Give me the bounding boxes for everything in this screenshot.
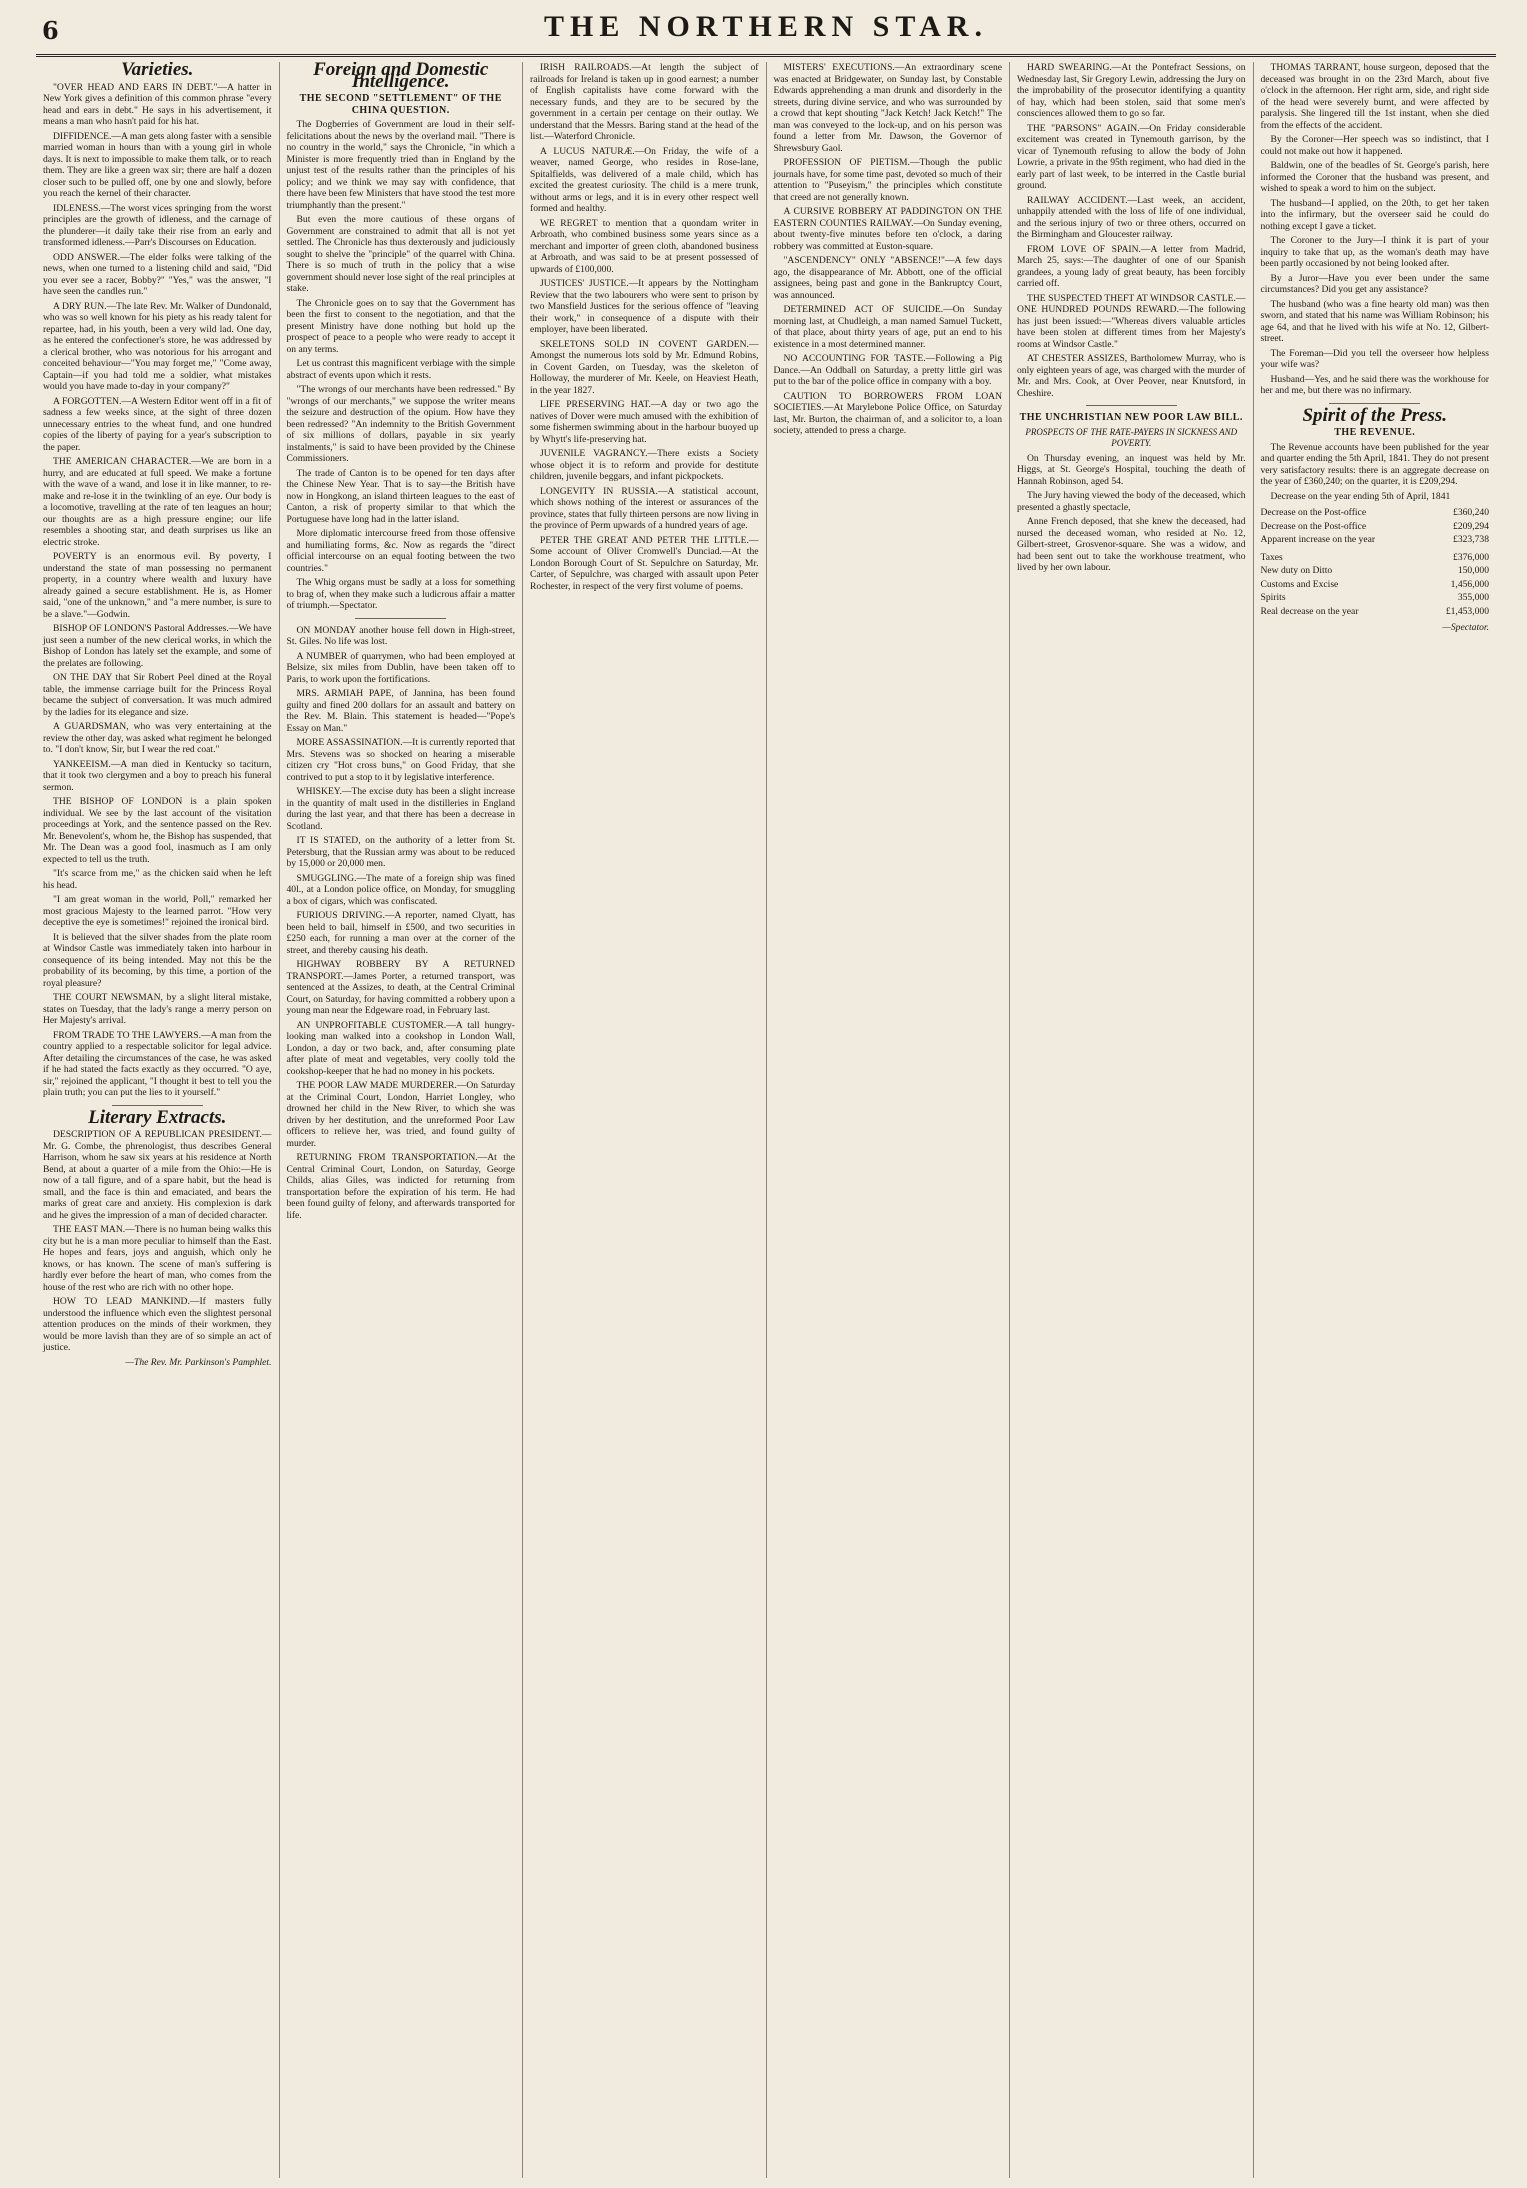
revenue-table-2 xyxy=(1261,551,1490,619)
paragraph: FROM LOVE OF SPAIN.—A letter from Madrid, March 25, says:—The daughter of one of our Spanish grandees, a young lady of great beauty, has been forcibly carried off. xyxy=(1017,243,1246,289)
row-amount: £323,738 xyxy=(1453,534,1489,545)
paragraph: YANKEEISM.—A man died in Kentucky so taciturn, that it took two clergymen and a boy to preach his funeral sermon. xyxy=(43,758,272,793)
paragraph: PROFESSION OF PIETISM.—Though the public journals have, for some time past, devoted so much of their attention to "Puseyism," the principles which constitute that creed are not generally known. xyxy=(773,157,1002,203)
divider xyxy=(112,1105,203,1106)
column-2 xyxy=(280,62,524,2178)
paragraph: By the Coroner—Her speech was so indistinct, that I could not make out how it happened. xyxy=(1260,134,1489,157)
paragraph: "ASCENDENCY" ONLY "ABSENCE!"—A few days ago, the disappearance of Mr. Abbott, one of the official assignees, being past and gone in the Bankruptcy Court, was announced. xyxy=(773,255,1002,301)
paragraph: CAUTION TO BORROWERS FROM LOAN SOCIETIES.—At Marylebone Police Office, on Saturday last, Mr. Burton, the chairman of, and a solicitor to, a loan society, attended to press a charge. xyxy=(773,390,1002,436)
paragraph: Decrease on the year ending 5th of April, 1841 xyxy=(1270,490,1451,502)
section-heading-spirit-of-press: Spirit of the Press. xyxy=(1302,404,1448,426)
paragraph: The husband—I applied, on the 20th, to get her taken into the infirmary, but the overseer said he could do nothing except I gave a ticket. xyxy=(1260,197,1489,232)
paragraph: The Chronicle goes on to say that the Government has been the first to consent to the negotiation, and that the present Ministry have done nothing but hold up the prospect of peace to a people who were ready to accept it on any terms. xyxy=(286,297,515,355)
paragraph: JUVENILE VAGRANCY.—There exists a Society whose object it is to reform and provide for destitute children, juvenile beggars, and infant pickpockets. xyxy=(530,448,759,482)
article-title: THE UNCHRISTIAN NEW POOR LAW BILL. xyxy=(1019,412,1243,423)
paragraph: THE COURT NEWSMAN, by a slight literal mistake, states on Tuesday, that the lady's range a merry person on Her Majesty's arrival. xyxy=(43,992,272,1026)
paragraph: AN UNPROFITABLE CUSTOMER.—A tall hungry-looking man walked into a cookshop in London Wall, London, a day or two back, and, after consuming plate after plate of meat and vegetables, very coolly told the cookshop-keeper that he had no money in his pockets. xyxy=(286,1019,515,1077)
page-number: 6 xyxy=(42,16,59,45)
paragraph: A LUCUS NATURÆ.—On Friday, the wife of a weaver, named George, who resides in Rose-lane, Spitalfields, was delivered of a male child, which has excited the greatest curiosity. The child is a mere trunk, without arms or legs, and it is in every other respect well formed and healthy. xyxy=(530,145,759,214)
paragraph: "OVER HEAD AND EARS IN DEBT."—A hatter in New York gives a definition of this common phrase "every head and ears in debt." He says in his advertisement, it means a man who hasn't paid for his hat. xyxy=(43,81,272,127)
article-title: THE SECOND "SETTLEMENT" OF THE CHINA QUESTION. xyxy=(299,93,502,116)
paragraph: Anne French deposed, that she knew the deceased, had nursed the deceased woman, who resided at No. 12, Gilbert-street, Grosvenor-square. She was a widow, and had been sent out to take the workhouse treatment, who lived by her own labour. xyxy=(1017,516,1246,573)
table-row xyxy=(1261,578,1490,592)
paragraph: Baldwin, one of the beadles of St. George's parish, here informed the Coroner that the husband was present, and wished to speak a word to him on the subject. xyxy=(1260,160,1489,194)
paragraph: "I am great woman in the world, Poll," remarked her most gracious Majesty to the learned parrot. "How very deceptive the eye is sometimes!" rejoined the ironical bird. xyxy=(43,894,272,928)
row-amount: £209,294 xyxy=(1453,520,1489,532)
paragraph: LONGEVITY IN RUSSIA.—A statistical account, which shows nothing of the interest or assurances of the province, states that fully thirteen persons are now living in the province of Perm upwards of a hundred years of age. xyxy=(530,485,759,531)
paragraph: It is believed that the silver shades from the plate room at Windsor Castle was immediately taken into harbour in consequence of its being intended. May not this be the probability of its becoming, by this time, a portion of the royal pleasure? xyxy=(43,931,272,989)
paragraph: THOMAS TARRANT, house surgeon, deposed that the deceased was brought in on the 23rd March, about five o'clock in the afternoon. Her right arm, side, and right side of the head were severely burnt, and were affected by paralysis. She lingered till the 1st instant, when she died from the effects of the accident. xyxy=(1260,62,1489,131)
paragraph: A FORGOTTEN.—A Western Editor went off in a fit of sadness a few weeks since, at the sight of three dozen unnecessary entries to the wheat fund, and one hundred copies of the liberty of paying for a year's subscription to the paper. xyxy=(43,395,272,453)
news-briefs xyxy=(287,625,516,1222)
row-label: Decrease on the Post-office xyxy=(1260,520,1367,532)
paragraph: The trade of Canton is to be opened for ten days after the Chinese New Year. That is to say—the British have now in Hongkong, an island thirteen leagues to the east of Canton, a risk of property similar to that which the Portuguese have long had in the latter island. xyxy=(286,467,515,525)
varieties-paragraphs xyxy=(43,82,272,1099)
paragraph: The Coroner to the Jury—I think it is part of your inquiry to take that up, as the woman's death may have been partly occasioned by not being looked after. xyxy=(1260,235,1489,269)
column-3 xyxy=(523,62,767,2178)
paragraph: BISHOP OF LONDON'S Pastoral Addresses.—We have just seen a number of the new clerical works, in which the Bishop of London has lately set the example, and some of the prelates are following. xyxy=(43,623,272,669)
row-amount: 150,000 xyxy=(1457,565,1489,576)
paragraph: IRISH RAILROADS.—At length the subject of railroads for Ireland is taken up in good earnest; a number of English capitalists have come forward with the necessary funds, and they are to be secured by the government in a certain per centage on their outlay. We understand that the Messrs. Baring stand at the head of the list.—Waterford Chronicle. xyxy=(530,62,759,142)
paragraph: LIFE PRESERVING HAT.—A day or two ago the natives of Dover were much amused with the exhibition of some fishermen swimming about in the harbour buoyed up by Whytt's life-preserving hat. xyxy=(530,399,759,445)
inquest-continued-paragraphs xyxy=(1261,62,1490,397)
row-amount: 355,000 xyxy=(1457,592,1489,603)
paragraph: The Whig organs must be sadly at a loss for something to brag of, when they make such a ludicrous affair a matter of triumph.—Spectator. xyxy=(286,577,515,611)
paragraph: MORE ASSASSINATION.—It is currently reported that Mrs. Stevens was so shocked on hearing a miserable citizen cry "Hot cross buns," on Good Friday, that she contrived to put a stop to it by legislative interference. xyxy=(286,737,516,783)
paragraph: IDLENESS.—The worst vices springing from the worst principles are the growth of idleness, and the carnage of the plunderer—it daily take their rise from an early and transformed idleness.—Parr's Discourses on Education. xyxy=(43,202,272,248)
masthead xyxy=(36,10,1496,57)
paragraph: Husband—Yes, and he said there was the workhouse for her and me, but there was no infirmary. xyxy=(1260,373,1489,396)
article-source: —The Rev. Mr. Parkinson's Pamphlet. xyxy=(125,1356,272,1368)
paragraph: More diplomatic intercourse freed from those offensive and humiliating forms, &c. Now as regards the "direct official intercourse on an equal footing between the two countries." xyxy=(286,528,515,574)
paragraph: SMUGGLING.—The mate of a foreign ship was fined 40l., at a London police office, on Monday, for smuggling a box of cigars, which was confiscated. xyxy=(286,872,515,907)
paragraph: FURIOUS DRIVING.—A reporter, named Clyatt, has been held to bail, himself in £500, and two securities in £250 each, for running a man over at the corner of the street, and thereby causing his death. xyxy=(286,910,515,956)
news-paragraphs xyxy=(530,62,759,592)
revenue-table xyxy=(1261,506,1490,547)
row-label: Spirits xyxy=(1260,592,1286,603)
row-label: Customs and Excise xyxy=(1260,578,1339,590)
paragraph: RAILWAY ACCIDENT.—Last week, an accident, unhappily attended with the loss of life of one individual, and the serious injury of two or three others, occurred on the Birmingham and Gloucester railway. xyxy=(1017,194,1246,240)
paragraph: THE POOR LAW MADE MURDERER.—On Saturday at the Criminal Court, London, Harriet Longley, who drowned her child in the New River, to which she was driven by her destitution, and the unreformed Poor Law officers to relieve her, was tried, and found guilty of murder. xyxy=(286,1080,515,1149)
paragraph: RETURNING FROM TRANSPORTATION.—At the Central Criminal Court, London, on Saturday, George Childs, alias Giles, was indicted for returning from transportation before the expiration of his term. He had been found guilty of felony, and afterwards transported for life. xyxy=(286,1152,515,1221)
paragraph: THE SUSPECTED THEFT AT WINDSOR CASTLE.—ONE HUNDRED POUNDS REWARD.—The following has just been issued:—"Whereas divers valuable articles have been stolen at different times from her Majesty's rooms at Windsor Castle." xyxy=(1017,292,1246,350)
divider xyxy=(355,618,446,619)
paragraph: "It's scarce from me," as the chicken said when he left his head. xyxy=(43,868,272,891)
paragraph: Let us contrast this magnificent verbiage with the simple abstract of events upon which it rests. xyxy=(286,358,515,381)
row-label: Real decrease on the year xyxy=(1260,605,1359,617)
paragraph: THE AMERICAN CHARACTER.—We are born in a hurry, and are educated at full speed. We make a fortune with the wave of a wand, and lose it in like manner, to re-make and re-lose it in the twinkling of an eye. Our body is a locomotive, travelling at the rate of ten leagues an hour; our thoughts are as a high pressure engine; our life resembles a shooting star, and death surprises us like an electric stroke. xyxy=(43,456,272,548)
article-source: —Spectator. xyxy=(1442,622,1489,633)
paragraph: THE BISHOP OF LONDON is a plain spoken individual. We see by the last account of the visitation proceedings at York, and the sentence passed on the Rev. Mr. Benevolent's, whom he, the Bishop has suspended, that Mr. The Dean was a good fool, inasmuch as I am only expected to tell us the truth. xyxy=(43,796,272,865)
table-row xyxy=(1261,533,1490,547)
revenue-paragraphs xyxy=(1261,442,1490,503)
table-row xyxy=(1261,506,1490,520)
row-amount: 1,456,000 xyxy=(1450,578,1489,590)
paper-title: THE NORTHERN STAR. xyxy=(544,10,988,43)
article-subtitle: PROSPECTS OF THE RATE-PAYERS IN SICKNESS AND POVERTY. xyxy=(1025,426,1238,448)
table-row xyxy=(1261,591,1490,605)
paragraph: DESCRIPTION OF A REPUBLICAN PRESIDENT.—Mr. G. Combe, the phrenologist, thus describes General Harrison, whom he saw six years at his residence at North Bend, at about a quarter of a mile from the Ohio:—He is now of a tall figure, and of a spare habit, but the head is small, and the face is thin and emaciated, and bears the marks of great care and anxiety. His complexion is dark and he gives the impression of a man of decided character. xyxy=(43,1129,272,1221)
news-paragraphs xyxy=(1017,62,1246,399)
paragraph: DETERMINED ACT OF SUICIDE.—On Sunday morning last, at Chudleigh, a man named Samuel Tuckett, of that place, about thirty years of age, put an end to his existence in a most determined manner. xyxy=(773,304,1002,350)
paragraph: The Dogberries of Government are loud in their self-felicitations about the news by the overland mail. "There is no country in the world," says the Chronicle, "in which a Minister is more frequently tried than in England by the unjust test of the results rather than the principles of his policy; and we think we may say with confidence, that there have been few Ministers that have stood the test more triumphantly than the present." xyxy=(286,119,515,211)
paragraph: JUSTICES' JUSTICE.—It appears by the Nottingham Review that the two labourers who were sent to prison by two Mansfield Justices for the serious offence of "leaving their work," in consequence of a dispute with their employer, have been liberated. xyxy=(530,278,759,335)
table-row xyxy=(1261,605,1490,619)
column-4 xyxy=(767,62,1011,2178)
paragraph: IT IS STATED, on the authority of a letter from St. Petersburg, that the Russian army was about to be reduced by 15,000 or 20,000 men. xyxy=(286,835,515,869)
paragraph: A NUMBER of quarrymen, who had been employed at Belsize, six miles from Dublin, have been taken off to Paris, to work upon the fortifications. xyxy=(286,650,515,685)
paragraph: POVERTY is an enormous evil. By poverty, I understand the state of man possessing no permanent property, in a country where wealth and luxury have already gained a secure establishment. He is, as Homer said, "one of the unknown," and "a mere number, is sure to be a slave."—Godwin. xyxy=(43,551,272,620)
paragraph: On Thursday evening, an inquest was held by Mr. Higgs, at St. George's Hospital, touching the death of Hannah Robinson, aged 54. xyxy=(1017,452,1246,487)
row-label: New duty on Ditto xyxy=(1260,565,1333,576)
column-6 xyxy=(1254,62,1497,2178)
paragraph: WHISKEY.—The excise duty has been a slight increase in the quantity of malt used in the distilleries in England during the last year, and that there has been a decrease in Scotland. xyxy=(286,786,515,832)
paragraph: HIGHWAY ROBBERY BY A RETURNED TRANSPORT.—James Porter, a returned transport, was sentenced at the Assizes, to death, at the Central Criminal Court, on Saturday, for having committed a robbery upon a young man near the Edgeware road, in February last. xyxy=(286,959,515,1016)
paragraph: FROM TRADE TO THE LAWYERS.—A man from the country applied to a respectable solicitor for legal advice. After detailing the circumstances of the case, he was asked if he had stated the facts exactly as they occurred. "O aye, sir," rejoined the applicant, "I thought it best to tell you the plain truth; you can put the lies to it yourself." xyxy=(43,1029,272,1098)
paragraph: The Revenue accounts have been published for the year and quarter ending the 5th April, 1841. They do not present very satisfactory results: there is an aggregate decrease on the year of £360,240; on the quarter, it is £209,294. xyxy=(1260,441,1489,487)
paragraph: ON THE DAY that Sir Robert Peel dined at the Royal table, the immense carriage built for the Princess Royal became the subject of conversation. It was much admired by the ladies for its elegance and size. xyxy=(43,672,272,718)
paragraph: THE "PARSONS" AGAIN.—On Friday considerable excitement was created in Tynemouth garrison, by the vicar of Tynemouth refusing to allow the body of John Lowrie, a private in the 95th regiment, who had died in the early part of last week, to be interred in the Castle burial ground. xyxy=(1017,122,1246,191)
paragraph: "The wrongs of our merchants have been redressed." By "wrongs of our merchants," we suppose the writer means the seizure and destruction of the opium. How have they been redressed? "An indemnity to the British Government of six millions of dollars, payable in six yearly instalments," is said to have been provided by the Chinese Commissioners. xyxy=(286,384,515,464)
inquest-paragraphs xyxy=(1017,453,1246,574)
row-amount: £1,453,000 xyxy=(1445,605,1489,617)
literary-paragraphs xyxy=(43,1129,272,1354)
table-row xyxy=(1261,520,1490,534)
row-amount: £376,000 xyxy=(1453,551,1489,563)
row-label: Decrease on the Post-office xyxy=(1260,507,1367,518)
paragraph: A GUARDSMAN, who was very entertaining at the review the other day, was asked what regiment he belonged to. "I don't know, Sir, but I wear the red coat." xyxy=(43,721,272,755)
paragraph: DIFFIDENCE.—A man gets along faster with a sensible married woman in hours than with a young girl in whole days. It is next to impossible to make them talk, or to reach them. They are like a green wax sir; there are half a dozen closer such to be pulled off, one by one and slowly, before you reach the kernel of their character. xyxy=(43,130,272,199)
news-paragraphs xyxy=(774,62,1003,437)
column-1 xyxy=(36,62,280,2178)
paragraph: MISTERS' EXECUTIONS.—An extraordinary scene was enacted at Bridgewater, on Sunday last, by Constable Edwards apprehending a man drunk and disorderly in the streets, during divine service, and who was surrounded by a crowd that kept shouting "Jack Ketch! Jack Ketch!" The man was conveyed to the lock-up, and on his person was found a letter from Mr. Dawson, the Governor of Shrewsbury Gaol. xyxy=(773,62,1002,154)
paragraph: NO ACCOUNTING FOR TASTE.—Following a Pig Dance.—An Oddball on Saturday, a pretty little girl was put to the bar of the police office in company with a boy. xyxy=(773,353,1002,387)
paragraph: By a Juror—Have you ever been under the same circumstances? Did you get any assistance? xyxy=(1260,272,1489,295)
paragraph: A DRY RUN.—The late Rev. Mr. Walker of Dundonald, who was so well known for his piety as his ready talent for repartee, had, in his youth, been a very wild lad. One day, as he entered the confectioner's store, he was addressed by a clerical brother, who was notorious for his arrogant and conceited behaviour—"You may forget me," "Come away, Captain—if you had told me a soldier, what mistakes would you have made to-day in your company?" xyxy=(43,300,272,392)
section-heading-literary-extracts: Literary Extracts. xyxy=(88,1106,227,1128)
column-5 xyxy=(1010,62,1254,2178)
paragraph: ODD ANSWER.—The elder folks were talking of the news, when one turned to a listening child and said, "Did you ever see a racer, Bobby?" "Yes," was the answer, "I have seen the candles run." xyxy=(43,251,272,297)
paragraph: But even the more cautious of these organs of Government are constrained to admit that all is not yet settled. The Chronicle has thus dexterously and judiciously sought to shelve the "principle" of the quarrel with China. There is so much of truth in the policy that a wise government should never lose sight of the real principles at stake. xyxy=(286,214,515,294)
paragraph: MRS. ARMIAH PAPE, of Jannina, has been found guilty and fined 200 dollars for an assault and battery on the Rev. M. Blain. This statement is headed—"Pope's Essay on Man." xyxy=(286,688,515,734)
row-label: Taxes xyxy=(1260,551,1283,563)
section-heading-varieties: Varieties. xyxy=(121,62,194,80)
paragraph: AT CHESTER ASSIZES, Bartholomew Murray, who is only eighteen years of age, was charged with the murder of Mr. and Mrs. Cook, at Over Peover, near Knutsford, in Cheshire. xyxy=(1017,353,1246,399)
table-row xyxy=(1261,564,1490,578)
divider xyxy=(1329,403,1420,404)
row-label: Apparent increase on the year xyxy=(1260,534,1376,545)
section-heading-foreign-domestic: Foreign and Domestic Intelligence. xyxy=(313,62,489,92)
paragraph: HARD SWEARING.—At the Pontefract Sessions, on Wednesday last, Sir Gregory Lewin, addressing the Jury on the improbability of the prosecutor identifying a quantity of hay, which had been stolen, said that some men's consciences allowed them to go so far. xyxy=(1017,62,1246,119)
article-title: THE REVENUE. xyxy=(1334,427,1416,438)
paragraph: The Foreman—Did you tell the overseer how helpless your wife was? xyxy=(1260,347,1489,370)
paragraph: The husband (who was a fine hearty old man) was then sworn, and stated that his name was William Robinson; his age 64, and that he lived with his wife at No. 12, Gilbert-street. xyxy=(1260,298,1489,344)
row-amount: £360,240 xyxy=(1453,507,1489,518)
paragraph: PETER THE GREAT AND PETER THE LITTLE.—Some account of Oliver Cromwell's Dunciad.—At the London Borough Court of St. Sepulchre on Saturday, Mr. Carter, of Sepulchre, was charged with assault upon Peter Rochester, in respect of the very first volume of poems. xyxy=(530,534,759,592)
china-question-paragraphs xyxy=(287,119,516,612)
paragraph: SKELETONS SOLD IN COVENT GARDEN.—Amongst the numerous lots sold by Mr. Edmund Robins, in Covent Garden, on Tuesday, was the skeleton of Holloway, the murderer of Mr. Keele, on Heaviest Heath, in the year 1827. xyxy=(530,338,759,396)
paragraph: The Jury having viewed the body of the deceased, which presented a ghastly spectacle, xyxy=(1017,490,1246,513)
paragraph: A CURSIVE ROBBERY AT PADDINGTON ON THE EASTERN COUNTIES RAILWAY.—On Sunday evening, about twenty-five minutes before ten o'clock, a daring robbery was committed at Euston-square. xyxy=(773,206,1002,252)
columns xyxy=(36,62,1496,2178)
table-row xyxy=(1261,551,1490,565)
paragraph: THE EAST MAN.—There is no human being walks this city but he is a man more peculiar to himself than the East. He hopes and fears, joys and anguish, which only he knows, or has known. The scene of man's suffering is hardly ever before the heart of man, who comes from the house of the rest who are rich with no other hope. xyxy=(43,1224,272,1293)
paragraph: WE REGRET to mention that a quondam writer in Arbroath, who combined business some years since as a merchant and importer of green cloth, abandoned business at Arbroath, and was said to be at present possessed of upwards of £100,000. xyxy=(530,217,759,275)
paragraph: HOW TO LEAD MANKIND.—If masters fully understood the influence which even the slightest personal attention produces on the minds of their workmen, they would be more lavish than they are of so simple an act of justice. xyxy=(43,1296,272,1353)
divider xyxy=(1086,405,1177,406)
paragraph: ON MONDAY another house fell down in High-street, St. Giles. No life was lost. xyxy=(286,624,515,647)
